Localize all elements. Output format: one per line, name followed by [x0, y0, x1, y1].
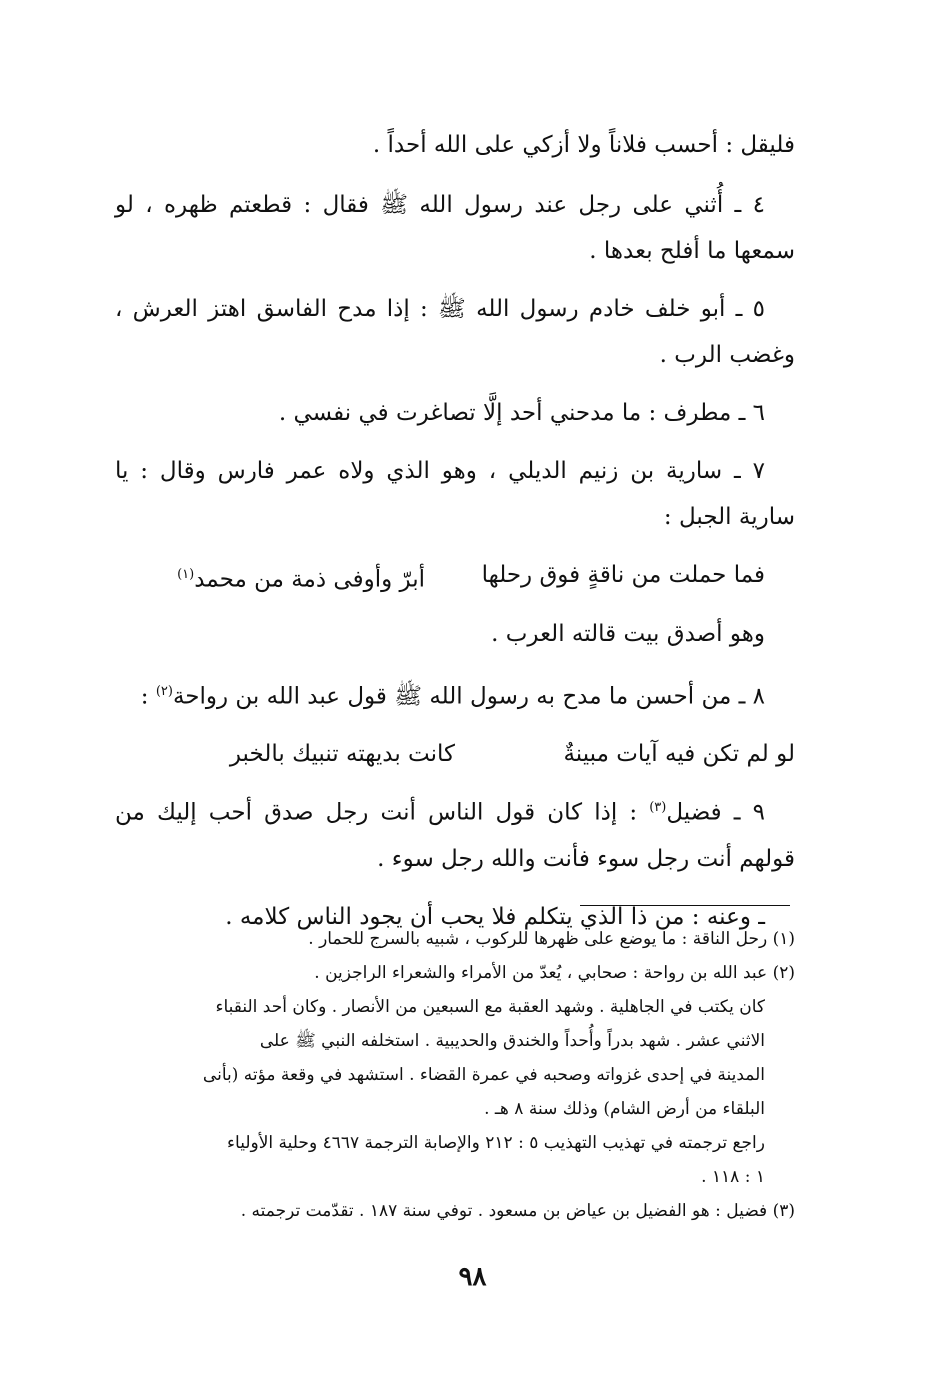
main-text — [115, 122, 795, 952]
footnote-line: الاثني عشر . شهد بدراً وأُحداً والخندق والحديبية . استخلفه النبي ﷺ على — [259, 1031, 765, 1051]
text-run: : إذا كان قول الناس أنت رجل صدق أحب إليك من — [115, 799, 650, 826]
verse-hemistich: لو لم تكن فيه آيات مبينةٌ — [563, 741, 795, 768]
footnote-3: (٣) فضيل : هو الفضيل بن عياض بن مسعود . توفي سنة ١٨٧ . تقدّمت ترجمته . — [240, 1201, 795, 1221]
text-run: ٩ ـ فضيل — [666, 799, 765, 826]
footnote-separator — [580, 905, 790, 906]
paragraph-6 — [115, 390, 795, 436]
verse-1 — [115, 552, 795, 603]
text-line: قولهم أنت رجل سوء فأنت والله رجل سوء . — [377, 845, 795, 872]
footnote-line: البلقاء من أرض الشام) وذلك سنة ٨ هـ . — [484, 1099, 765, 1119]
footnote-marker: (١) — [177, 567, 195, 582]
text-line: ٦ ـ مطرف : ما مدحني أحد إلَّا تصاغرت في نفسي . — [278, 400, 765, 426]
text-line: ٥ ـ أبو خلف خادم رسول الله ﷺ : إذا مدح الفاسق اهتز العرش ، — [115, 296, 765, 322]
text-line — [115, 669, 795, 720]
verse-1-note — [115, 611, 795, 657]
footnote-marker: (٢) — [155, 683, 173, 699]
text-line: ٤ ـ أُثني على رجل عند رسول الله ﷺ فقال : قطعتم ظهره ، لو — [115, 192, 765, 218]
footnote-line: ١ : ١١٨ . — [701, 1167, 765, 1187]
paragraph-5 — [115, 286, 795, 378]
text-run: ٨ ـ من أحسن ما مدح به رسول الله ﷺ قول عبد الله بن رواحة — [172, 683, 765, 710]
text-line: ـ وعنه : من ذا الذي يتكلم فلا يحب أن يجود الناس كلامه . — [225, 903, 765, 930]
text-run: : — [140, 683, 156, 710]
text-line: وهو أصدق بيت قالته العرب . — [491, 620, 765, 647]
footnote-marker: (٣) — [649, 800, 667, 816]
footnote-2-continuation — [115, 990, 795, 1194]
paragraph-7 — [115, 448, 795, 540]
footnote-line: كان يكتب في الجاهلية . وشهد العقبة مع السبعين من الأنصار . وكان أحد النقباء — [215, 997, 765, 1017]
text-line: سمعها ما أفلح بعدها . — [589, 238, 795, 264]
verse-hemistich: فما حملت من ناقةٍ فوق رحلها — [481, 562, 765, 588]
footnote-line: المدينة في إحدى غزواته وصحبه في عمرة القضاء . استشهد في وقعة مؤته (بأنى — [202, 1065, 765, 1085]
text-line: ٧ ـ سارية بن زنيم الديلي ، وهو الذي ولاه عمر فارس وقال : يا — [115, 458, 765, 484]
paragraph-8 — [115, 669, 795, 720]
paragraph-4 — [115, 182, 795, 274]
page-number: ٩٨ — [458, 1262, 487, 1292]
paragraph-9 — [115, 785, 795, 882]
footnote-2: (٢) عبد الله بن رواحة : صحابي ، يُعدّ من الأمراء والشعراء الراجزين . — [314, 963, 795, 983]
text-line — [115, 785, 795, 836]
text-line: فليقل : أحسب فلاناً ولا أزكي على الله أحداً . — [372, 132, 795, 158]
footnote-line: راجع ترجمته في تهذيب التهذيب ٥ : ٢١٢ والإصابة الترجمة ٤٦٦٧ وحلية الأولياء — [227, 1133, 765, 1153]
text-line: سارية الجبل : — [663, 504, 795, 530]
paragraph-intro — [115, 122, 795, 168]
verse-hemistich-text: أبرّ وأوفى ذمة من محمد — [194, 566, 425, 593]
footnotes — [115, 922, 795, 1228]
verse-hemistich — [177, 552, 425, 603]
verse-hemistich: كانت بديهته تنبيك بالخبر — [229, 741, 455, 768]
footnote-1: (١) رحل الناقة : ما يوضع على ظهرها للركوب ، شبيه بالسرج للحمار . — [308, 929, 795, 949]
text-line: وغضب الرب . — [659, 342, 795, 368]
verse-2 — [115, 731, 795, 777]
